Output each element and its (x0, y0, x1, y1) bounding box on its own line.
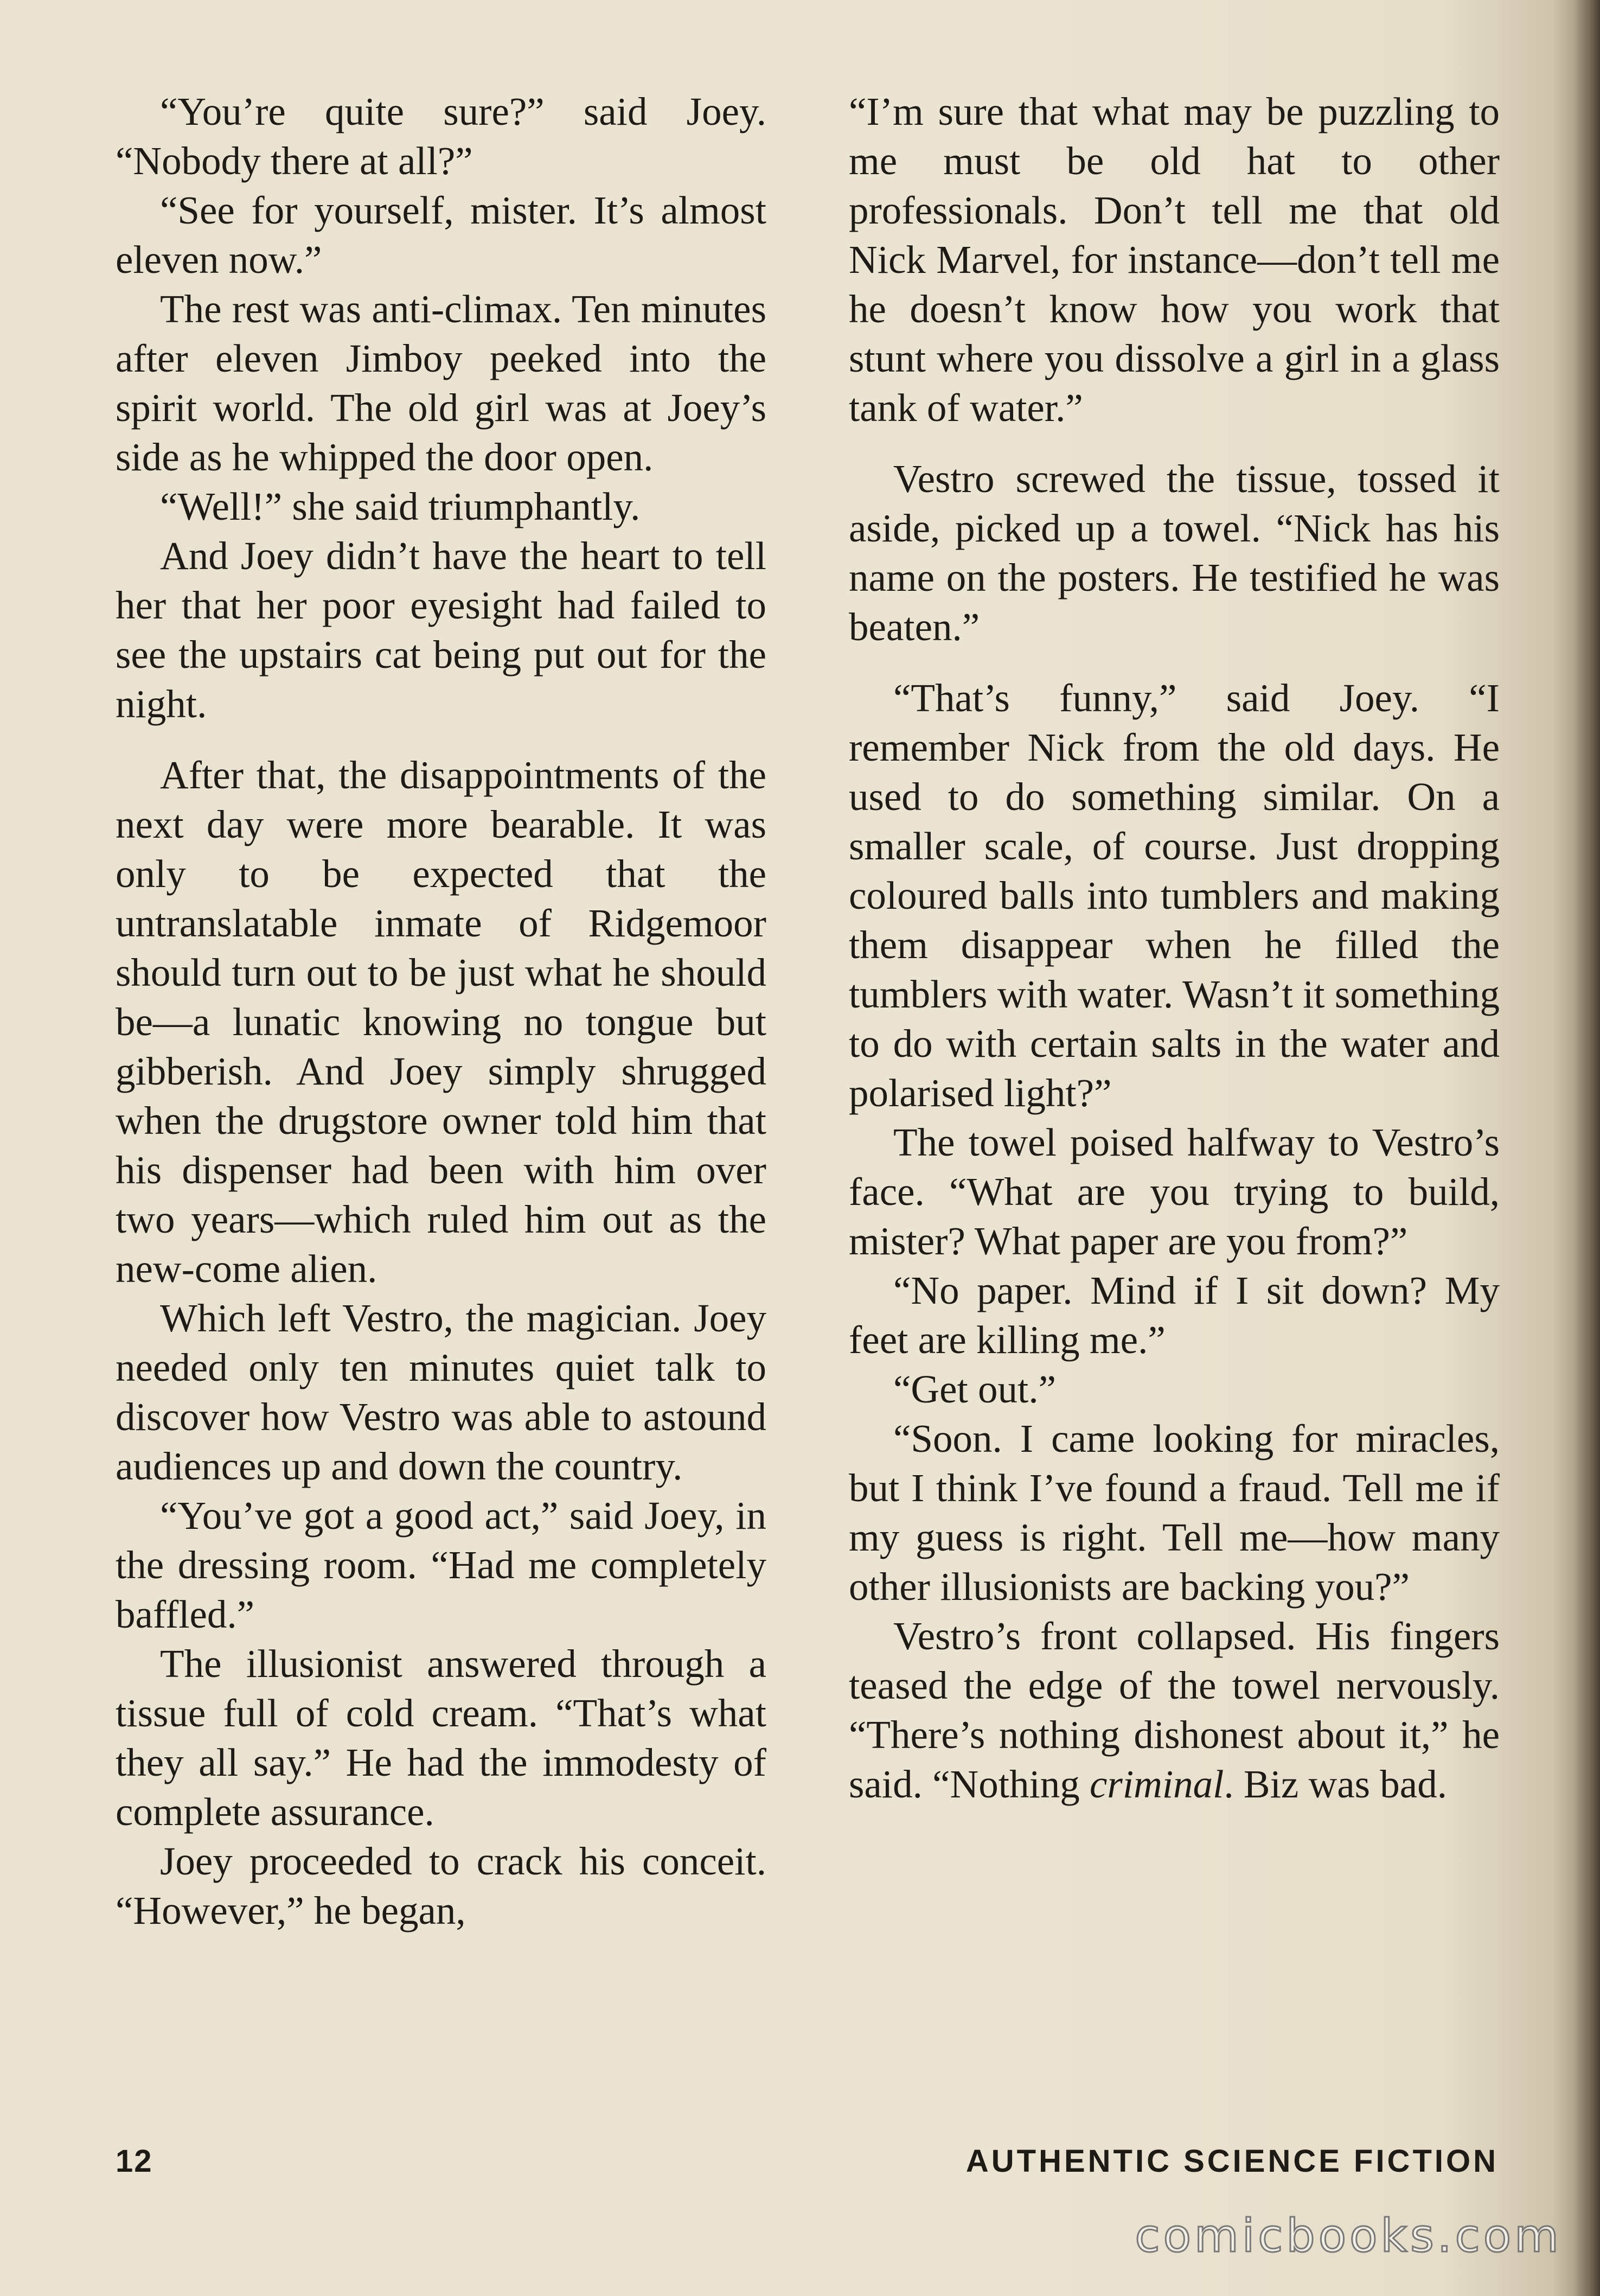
paragraph: “You’ve got a good act,” said Joey, in the dressing room. “Had me completely baffled.” (116, 1494, 766, 1636)
paragraph: The illusionist answered through a tissue full of cold cream. “That’s what they all say.” He had the immodesty of complete assurance. (116, 1642, 766, 1834)
paragraph: “Well!” she said triumphantly. (160, 484, 641, 528)
paragraph: “You’re quite sure?” said Joey. “Nobody there at all?” (116, 90, 766, 183)
paragraph: “I’m sure that what may be puzzling to me must be old hat to other professionals. Don’t tell me that old Nick Marvel, for instance—don’t tell me he doesn’t know how you work that stunt where you dissolve a girl in a glass tank of water.” (849, 90, 1500, 430)
paragraph: Joey proceeded to crack his conceit. “However,” he began, (116, 1839, 766, 1933)
paragraph: After that, the disappointments of the next day were more bearable. It was only to be expected that the untranslatable inmate of Ridgemoor should turn out to be just what he should be—a lunatic knowing no tongue but gibberish. And Joey simply shrugged when the drugstore owner told him that his dispenser had been with him over two years—which ruled him out as the new-come alien. (116, 753, 766, 1291)
watermark: comicbooks.com (1135, 2209, 1562, 2262)
paragraph: “See for yourself, mister. It’s almost eleven now.” (116, 188, 766, 282)
paragraph: The towel poised halfway to Vestro’s face. “What are you trying to build, mister? What paper are you from?” (849, 1120, 1500, 1263)
italic-word: criminal (1090, 1762, 1224, 1806)
paragraph: The rest was anti-climax. Ten minutes after eleven Jimboy peeked into the spirit world. The old girl was at Joey’s side as he whipped the door open. (116, 287, 766, 479)
paragraph: Vestro’s front collapsed. His fingers teased the edge of the towel nervously. “There’s nothing dishonest about it,” he said. “Nothing criminal. Biz was bad. (849, 1614, 1500, 1806)
page-number: 12 (116, 2144, 153, 2179)
magazine-title: AUTHENTIC SCIENCE FICTION (965, 2144, 1499, 2179)
paragraph: “That’s funny,” said Joey. “I remember Nick from the old days. He used to do something similar. On a smaller scale, of course. Just dropping coloured balls into tumblers and making them disappear when he filled the tumblers with water. Wasn’t it something to do with certain salts in the water and polarised light?” (849, 676, 1500, 1115)
page-spine-shadow (1574, 0, 1600, 2296)
paragraph: And Joey didn’t have the heart to tell her that her poor eyesight had failed to see the upstairs cat being put out for the night. (116, 534, 766, 726)
paragraph: “Soon. I came looking for miracles, but I think I’ve found a fraud. Tell me if my guess is right. Tell me—how many other illusionists are backing you?” (849, 1417, 1500, 1609)
left-text-column (116, 87, 766, 1935)
page-footer (116, 2143, 1499, 2186)
right-text-column (849, 87, 1500, 1809)
paragraph: Which left Vestro, the magician. Joey needed only ten minutes quiet talk to discover how Vestro was able to astound audiences up and down the country. (116, 1296, 766, 1488)
paragraph: “Get out.” (893, 1367, 1056, 1411)
paragraph: Vestro screwed the tissue, tossed it aside, picked up a towel. “Nick has his name on the posters. He testified he was beaten.” (849, 457, 1500, 649)
paragraph: “No paper. Mind if I sit down? My feet are killing me.” (849, 1268, 1500, 1362)
